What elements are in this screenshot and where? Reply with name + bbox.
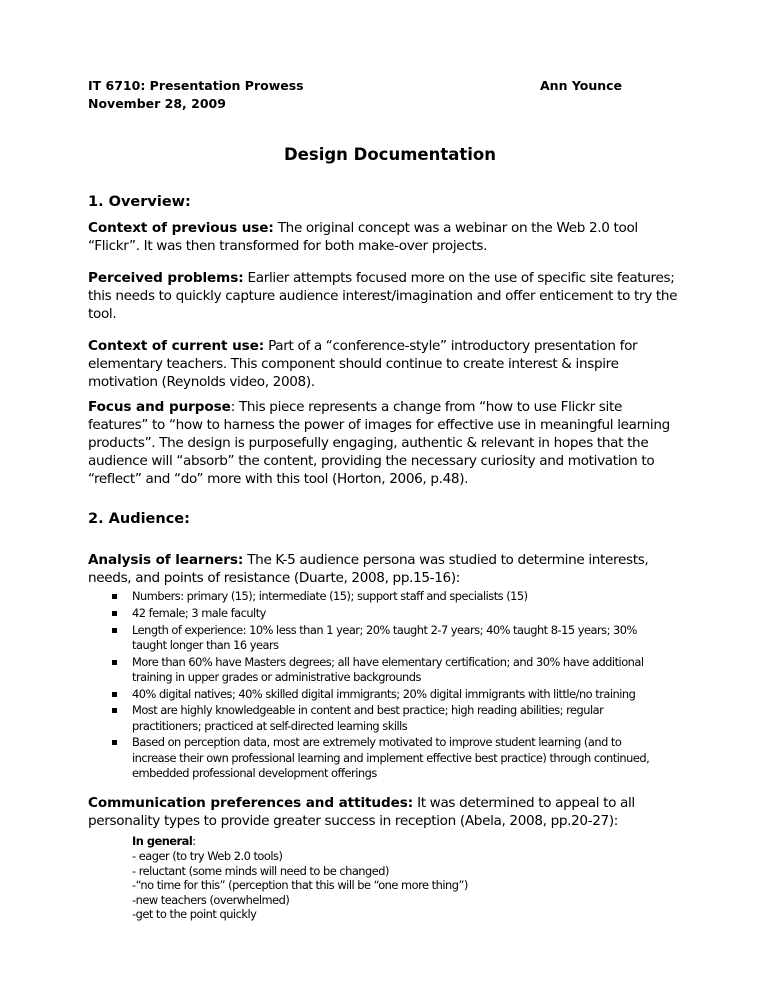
paragraph-line <box>88 237 487 255</box>
list-item-line: Numbers: primary (15); intermediate (15); support staff and specialists (15) <box>132 589 528 603</box>
paragraph-lead: Focus and purpose <box>88 399 231 415</box>
paragraph-line <box>88 398 622 416</box>
paragraph-lead: Context of previous use: <box>88 220 274 236</box>
paragraph-text: Earlier attempts focused more on the use of specific site features; <box>243 270 675 286</box>
list-item-line: More than 60% have Masters degrees; all have elementary certification; and 30% have additional <box>132 654 644 669</box>
paragraph-text: personality types to provide greater success in reception (Abela, 2008, pp.20-27): <box>88 813 619 829</box>
list-item-line: Most are highly knowledgeable in content and best practice; high reading abilities; regular <box>132 703 604 717</box>
paragraph-text: elementary teachers. This component should continue to create interest & inspire <box>88 356 619 372</box>
general-item: -get to the point quickly <box>132 907 257 922</box>
paragraph-line <box>88 373 315 391</box>
paragraph-text: products”. The design is purposefully engaging, authentic & relevant in hopes that the <box>88 435 649 451</box>
paragraph-text: Part of a “conference-style” introductory presentation for <box>264 338 638 354</box>
paragraph-text: motivation (Reynolds video, 2008). <box>88 374 315 390</box>
paragraph-text: this needs to quickly capture audience interest/imagination and offer enticement to try the <box>88 288 678 304</box>
paragraph-lead: Perceived problems: <box>88 270 244 286</box>
list-item-text <box>132 623 637 654</box>
bullet-square-icon <box>112 740 117 745</box>
paragraph-lead: Analysis of learners: <box>88 552 244 568</box>
general-item: - eager (to try Web 2.0 tools) <box>132 849 283 863</box>
course-title: IT 6710: Presentation Prowess <box>88 78 304 93</box>
paragraph-text: audience will “absorb” the content, providing the necessary curiosity and motivation to <box>88 453 655 469</box>
general-item: - reluctant (some minds will need to be changed) <box>132 863 389 878</box>
list-item-line: 40% digital natives; 40% skilled digital immigrants; 20% digital immigrants with little/no training <box>132 686 636 701</box>
paragraph-line <box>88 355 619 373</box>
list-item-line: increase their own professional learning and implement effective best practice) through continued, <box>132 750 650 765</box>
paragraph-lead: Context of current use: <box>88 338 265 354</box>
list-item-text <box>132 589 528 605</box>
bullet-square-icon <box>112 660 117 665</box>
paragraph-text: needs, and points of resistance (Duarte, 2008, pp.15-16): <box>88 570 461 586</box>
paragraph-line <box>88 434 648 452</box>
paragraph-line <box>88 219 638 237</box>
author-name: Ann Younce <box>540 78 623 93</box>
paragraph-line <box>88 551 648 569</box>
list-item-line: Based on perception data, most are extremely motivated to improve student learning (and to <box>132 735 622 749</box>
list-item-line: 42 female; 3 male faculty <box>132 605 266 620</box>
general-item: -“no time for this” (perception that this will be “one more thing”) <box>132 878 468 893</box>
paragraph-text: tool. <box>88 306 117 322</box>
bullet-square-icon <box>112 628 117 633</box>
paragraph-line <box>88 269 674 287</box>
general-item: -new teachers (overwhelmed) <box>132 892 290 907</box>
in-general-heading <box>132 834 196 849</box>
list-item-text <box>132 655 644 686</box>
page-title: Design Documentation <box>283 145 496 164</box>
paragraph-line <box>88 569 460 587</box>
paragraph-lead: Communication preferences and attitudes: <box>88 795 414 811</box>
in-general-label: In general <box>132 834 193 848</box>
list-item-line: embedded professional development offerings <box>132 766 377 780</box>
paragraph-text: The K-5 audience persona was studied to determine interests, <box>243 552 649 568</box>
bullet-square-icon <box>112 594 117 599</box>
list-item-line: taught longer than 16 years <box>132 638 279 652</box>
paragraph-text: “reflect” and “do” more with this tool (Horton, 2006, p.48). <box>88 471 469 487</box>
paragraph-line <box>88 305 116 323</box>
list-item-text <box>132 703 603 734</box>
section-heading-audience: 2. Audience: <box>88 511 190 527</box>
bullet-square-icon <box>112 611 117 616</box>
list-item-text <box>132 606 266 622</box>
list-item-line: practitioners; practiced at self-directed learning skills <box>132 718 408 733</box>
paragraph-line <box>88 794 635 812</box>
paragraph-line <box>88 416 670 434</box>
paragraph-text: The original concept was a webinar on the Web 2.0 tool <box>273 220 638 236</box>
in-general-colon: : <box>192 834 196 848</box>
document-date: November 28, 2009 <box>88 96 226 111</box>
bullet-square-icon <box>112 692 117 697</box>
paragraph-text: features” to “how to harness the power of images for effective use in meaningful learning <box>88 417 670 433</box>
list-item-text <box>132 735 649 782</box>
paragraph-text: : This piece represents a change from “how to use Flickr site <box>230 399 622 415</box>
paragraph-text: It was determined to appeal to all <box>413 795 635 811</box>
paragraph-line <box>88 337 637 355</box>
list-item-line: training in upper grades or administrative backgrounds <box>132 670 421 684</box>
paragraph-line <box>88 812 618 830</box>
paragraph-line <box>88 470 468 488</box>
paragraph-line <box>88 287 677 305</box>
bullet-square-icon <box>112 708 117 713</box>
list-item-line: Length of experience: 10% less than 1 year; 20% taught 2-7 years; 40% taught 8-15 years; 30% <box>132 622 637 637</box>
section-heading-overview: 1. Overview: <box>88 194 191 210</box>
paragraph-line <box>88 452 654 470</box>
paragraph-text: “Flickr”. It was then transformed for both make-over projects. <box>88 238 488 254</box>
list-item-text <box>132 687 635 703</box>
